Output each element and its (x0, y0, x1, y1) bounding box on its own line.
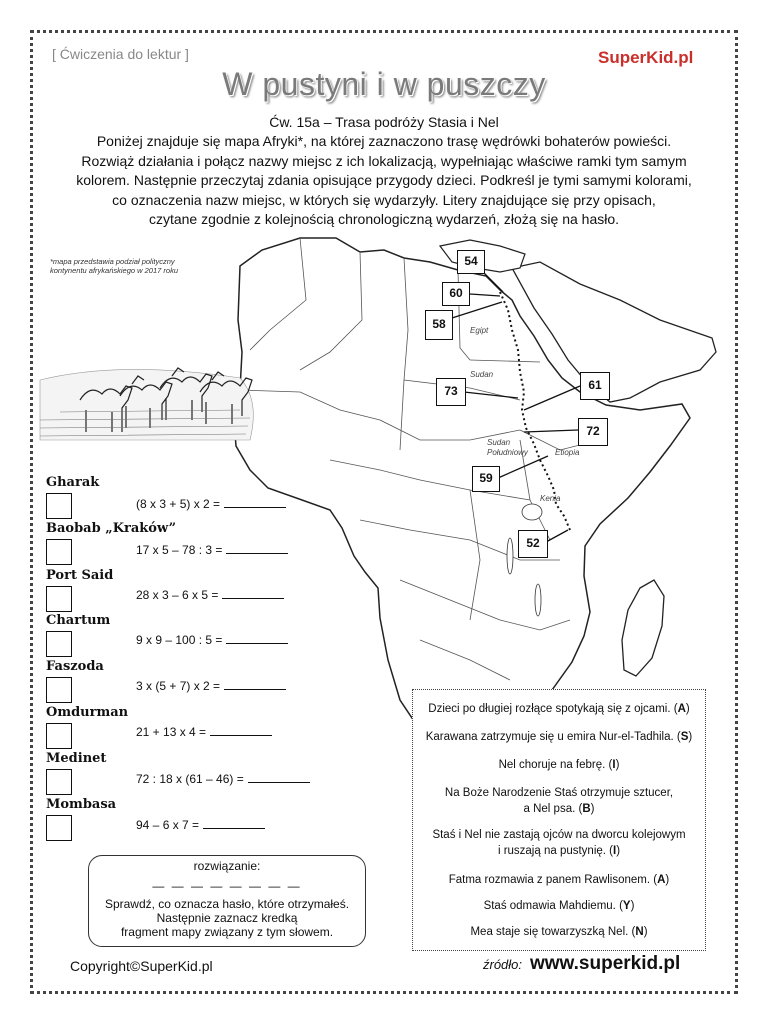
equation-faszoda: 3 x (5 + 7) x 2 = (136, 677, 286, 693)
instruction-line: kolorem. Następnie przeczytaj zdania opisujące przygody dzieci. Podkreśl je tymi samymi kolorami, (76, 172, 692, 188)
instruction-line: co oznaczenia nazw miejsc, w których się wydarzyły. Litery znajdujące się przy opisach, (112, 191, 656, 208)
place-name-baobab: Baobab „Kraków” (46, 521, 177, 536)
equation-port-said: 28 x 3 – 6 x 5 = (136, 586, 284, 602)
exercise-subtitle: Ćw. 15a – Trasa podróży Stasia i Nel (269, 114, 499, 130)
color-box-faszoda[interactable] (46, 677, 72, 703)
equation-medinet: 72 : 18 x (61 – 46) = (136, 770, 310, 786)
place-name-omdurman: Omdurman (46, 705, 129, 720)
map-label-south-sudan-2: Południowy (487, 448, 528, 457)
answer-blank[interactable] (226, 541, 288, 554)
answer-blank[interactable] (222, 586, 284, 599)
sentences-box (412, 689, 706, 951)
map-label-sudan: Sudan (470, 370, 494, 379)
page-title: W pustyni i w puszczy (222, 66, 546, 102)
series-label: [ Ćwiczenia do lektur ] (52, 46, 189, 62)
equation-gharak: (8 x 3 + 5) x 2 = (136, 495, 286, 511)
sentence[interactable]: Karawana zatrzymuje się u emira Nur-el-Tadhila. (S) (425, 731, 693, 743)
map-footnote: *mapa przedstawia podział polityczny kontynentu afrykańskiego w 2017 roku (50, 257, 178, 275)
answer-blank[interactable] (224, 495, 286, 508)
equation-omdurman: 21 + 13 x 4 = (136, 723, 272, 739)
source-label: źródło: (483, 957, 523, 972)
answer-blank[interactable] (248, 770, 310, 783)
map-number-box[interactable]: 73 (436, 378, 466, 406)
solution-blanks[interactable]: — — — — — — — — (152, 879, 302, 893)
map-number-box[interactable]: 59 (472, 466, 500, 492)
source-link[interactable]: www.superkid.pl (530, 953, 681, 974)
answer-blank[interactable] (226, 631, 288, 644)
sentence[interactable]: Staś i Nel nie zastają ojców na dworcu kolejowym i ruszają na pustynię. (I) (432, 829, 686, 857)
solution-label: rozwiązanie: (193, 859, 261, 873)
map-label-kenya: Kenia (540, 494, 561, 503)
camel-caravan-illustration (40, 368, 253, 440)
equation-mombasa: 94 – 6 x 7 = (136, 816, 265, 832)
color-box-port-said[interactable] (46, 586, 72, 612)
map-number-box[interactable]: 72 (578, 418, 608, 446)
solution-box (88, 855, 366, 947)
map-number-box[interactable]: 60 (442, 282, 470, 306)
sentence[interactable]: Fatma rozmawia z panem Rawlisonem. (A) (448, 874, 670, 886)
equation-chartum: 9 x 9 – 100 : 5 = (136, 631, 288, 647)
equation-baobab: 17 x 5 – 78 : 3 = (136, 541, 288, 557)
place-name-port-said: Port Said (46, 568, 114, 583)
place-name-faszoda: Faszoda (46, 659, 104, 674)
place-name-mombasa: Mombasa (46, 797, 117, 812)
brand-logo-text: SuperKid.pl (598, 48, 694, 67)
map-number-box[interactable]: 52 (518, 530, 548, 558)
sentence[interactable]: Staś odmawia Mahdiemu. (Y) (483, 900, 635, 912)
solution-line: Sprawdź, co oznacza hasło, które otrzymałeś. (104, 897, 350, 911)
map-number-box[interactable]: 58 (425, 310, 453, 340)
instruction-line: czytane zgodnie z kolejnością chronologiczną wydarzeń, złożą się na hasło. (148, 211, 620, 227)
sentence[interactable]: Na Boże Narodzenie Staś otrzymuje sztucer, a Nel psa. (B) (444, 787, 674, 815)
solution-line: Następnie zaznacz kredką (156, 911, 298, 925)
color-box-omdurman[interactable] (46, 723, 72, 749)
madagascar-outline (622, 580, 664, 676)
map-number-box[interactable]: 54 (457, 250, 485, 274)
answer-blank[interactable] (210, 723, 272, 736)
copyright: Copyright©SuperKid.pl (70, 958, 213, 974)
answer-blank[interactable] (224, 677, 286, 690)
instruction-line: Poniżej znajduje się mapa Afryki*, na której zaznaczono trasę wędrówki bohaterów powieści. (96, 133, 672, 149)
map-label-egypt: Egipt (470, 326, 489, 335)
color-box-mombasa[interactable] (46, 815, 72, 841)
answer-blank[interactable] (203, 816, 265, 829)
lake-victoria (522, 504, 542, 520)
place-name-chartum: Chartum (46, 613, 111, 628)
place-name-gharak: Gharak (46, 475, 100, 490)
color-box-medinet[interactable] (46, 769, 72, 795)
place-name-medinet: Medinet (46, 751, 107, 766)
solution-line: fragment mapy związany z tym słowem. (120, 925, 334, 939)
instruction-line: Rozwiąż działania i połącz nazwy miejsc z ich lokalizacją, wypełniając właściwe ramki tym samym (81, 152, 687, 169)
sentence[interactable]: Nel choruje na febrę. (I) (498, 759, 620, 771)
color-box-gharak[interactable] (46, 493, 72, 519)
sentence[interactable]: Dzieci po długiej rozłące spotykają się z ojcami. (A) (428, 703, 690, 715)
color-box-baobab[interactable] (46, 539, 72, 565)
lake-tanganyika (507, 538, 513, 574)
color-box-chartum[interactable] (46, 631, 72, 657)
map-number-box[interactable]: 61 (580, 372, 610, 400)
sentence[interactable]: Mea staje się towarzyszką Nel. (N) (470, 926, 648, 938)
map-label-south-sudan-1: Sudan (487, 438, 511, 447)
map-label-ethiopia: Etiopia (555, 448, 580, 457)
lake-malawi (535, 584, 541, 616)
